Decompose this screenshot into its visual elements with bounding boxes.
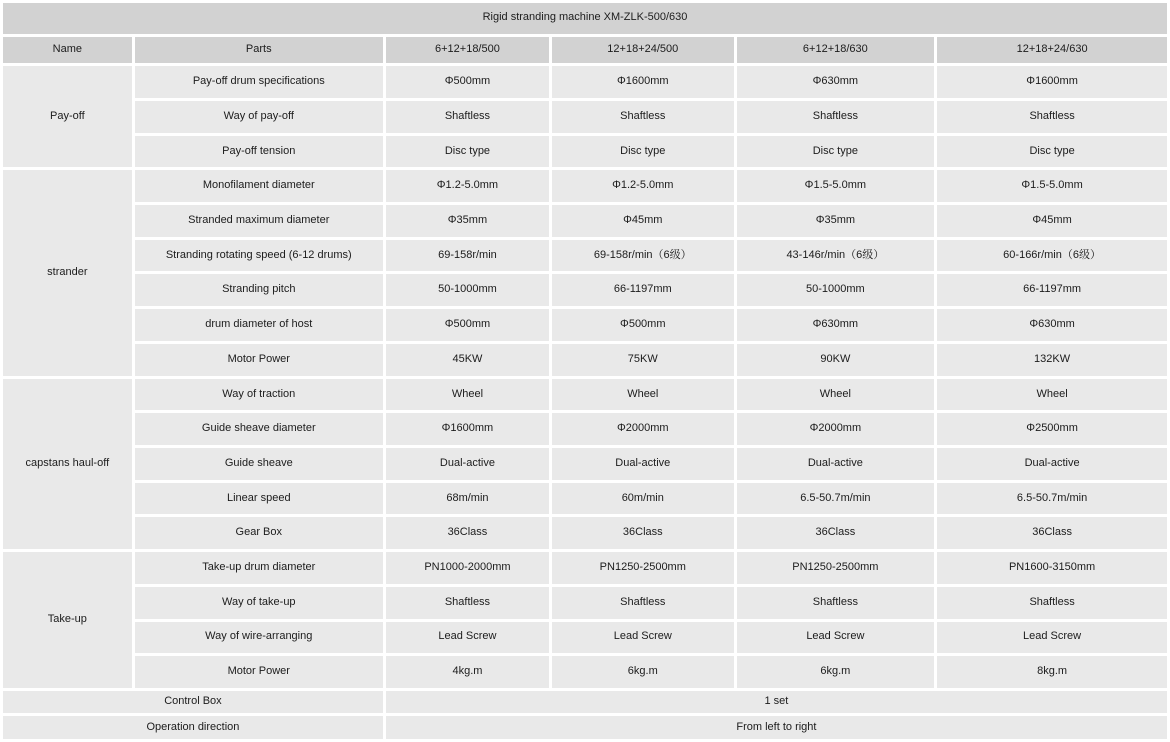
spec-value: Φ2000mm [737,413,935,445]
table-row [3,379,1167,411]
spec-value: Φ2500mm [937,413,1167,445]
part-label: Guide sheave diameter [135,413,383,445]
table-row [3,587,1167,619]
spec-value: 6kg.m [552,656,734,688]
part-label: Motor Power [135,656,383,688]
spec-value: Φ500mm [386,309,549,341]
column-header-model-3: 6+12+18/630 [737,37,935,64]
spec-value: 6.5-50.7m/min [937,483,1167,515]
table-row [3,517,1167,549]
spec-value: Shaftless [737,101,935,133]
spec-value: Φ1600mm [937,66,1167,98]
section-label-take-up: Take-up [3,552,132,688]
spec-value: Lead Screw [386,622,549,654]
part-label: Way of pay-off [135,101,383,133]
spec-value: Φ1.2-5.0mm [386,170,549,202]
spec-value: Φ35mm [737,205,935,237]
section-label-pay-off: Pay-off [3,66,132,167]
spec-value: Wheel [552,379,734,411]
part-label: Gear Box [135,517,383,549]
spec-value: Lead Screw [552,622,734,654]
part-label: Way of take-up [135,587,383,619]
spec-value: Disc type [552,136,734,168]
spec-value: Shaftless [386,101,549,133]
spec-value: Φ1.2-5.0mm [552,170,734,202]
column-header-name: Name [3,37,132,64]
spec-value: 50-1000mm [737,274,935,306]
spec-value: Disc type [386,136,549,168]
spec-value: 36Class [552,517,734,549]
spec-value: 36Class [737,517,935,549]
spec-value: PN1250-2500mm [552,552,734,584]
part-label: Guide sheave [135,448,383,480]
part-label: Take-up drum diameter [135,552,383,584]
spec-value: 50-1000mm [386,274,549,306]
table-row [3,240,1167,272]
table-row [3,656,1167,688]
spec-value: 43-146r/min（6级） [737,240,935,272]
part-label: Stranding pitch [135,274,383,306]
spec-value: Φ630mm [737,66,935,98]
table-row [3,66,1167,98]
footer-value-operation-direction: From left to right [386,716,1167,739]
spec-value: 36Class [937,517,1167,549]
spec-value: Dual-active [937,448,1167,480]
spec-value: Shaftless [552,101,734,133]
part-label: Linear speed [135,483,383,515]
spec-value: 4kg.m [386,656,549,688]
spec-value: Shaftless [937,587,1167,619]
spec-value: Φ45mm [937,205,1167,237]
spec-value: PN1000-2000mm [386,552,549,584]
part-label: drum diameter of host [135,309,383,341]
spec-value: 60-166r/min（6级） [937,240,1167,272]
spec-value: Wheel [937,379,1167,411]
spec-value: Wheel [386,379,549,411]
column-header-parts: Parts [135,37,383,64]
table-row [3,309,1167,341]
spec-value: Φ500mm [386,66,549,98]
part-label: Monofilament diameter [135,170,383,202]
part-label: Pay-off tension [135,136,383,168]
spec-value: 69-158r/min [386,240,549,272]
spec-value: Wheel [737,379,935,411]
table-row [3,37,1167,64]
spec-value: Φ1.5-5.0mm [937,170,1167,202]
spec-value: 45KW [386,344,549,376]
table-row [3,3,1167,34]
spec-value: Φ630mm [937,309,1167,341]
spec-value: Lead Screw [737,622,935,654]
spec-value: 75KW [552,344,734,376]
spec-value: Shaftless [386,587,549,619]
table-row [3,483,1167,515]
column-header-model-1: 6+12+18/500 [386,37,549,64]
spec-value: Φ1600mm [552,66,734,98]
part-label: Way of wire-arranging [135,622,383,654]
spec-value: Dual-active [737,448,935,480]
spec-value: Lead Screw [937,622,1167,654]
spec-value: 8kg.m [937,656,1167,688]
section-label-strander: strander [3,170,132,375]
spec-value: Φ1.5-5.0mm [737,170,935,202]
spec-value: 6kg.m [737,656,935,688]
spec-value: PN1600-3150mm [937,552,1167,584]
spec-value: 66-1197mm [937,274,1167,306]
spec-value: 6.5-50.7m/min [737,483,935,515]
spec-value: Dual-active [386,448,549,480]
spec-value: PN1250-2500mm [737,552,935,584]
spec-value: Disc type [737,136,935,168]
spec-value: Shaftless [937,101,1167,133]
table-row [3,344,1167,376]
spec-value: Φ500mm [552,309,734,341]
spec-value: Shaftless [552,587,734,619]
part-label: Stranding rotating speed (6-12 drums) [135,240,383,272]
table-row [3,622,1167,654]
spec-value: Φ1600mm [386,413,549,445]
column-header-model-4: 12+18+24/630 [937,37,1167,64]
table-row [3,716,1167,739]
footer-value-control-box: 1 set [386,691,1167,714]
table-row [3,136,1167,168]
table-row [3,205,1167,237]
spec-value: Φ45mm [552,205,734,237]
table-row [3,101,1167,133]
spec-value: Shaftless [737,587,935,619]
spec-value: 69-158r/min（6级） [552,240,734,272]
spec-value: Dual-active [552,448,734,480]
table-title: Rigid stranding machine XM-ZLK-500/630 [3,3,1167,34]
section-label-capstans-haul-off: capstans haul-off [3,379,132,550]
table-row [3,448,1167,480]
table-row [3,413,1167,445]
spec-value: Φ35mm [386,205,549,237]
part-label: Stranded maximum diameter [135,205,383,237]
table-row [3,274,1167,306]
spec-value: 68m/min [386,483,549,515]
spec-value: 36Class [386,517,549,549]
spec-value: 132KW [937,344,1167,376]
footer-label-operation-direction: Operation direction [3,716,383,739]
spec-value: 66-1197mm [552,274,734,306]
part-label: Way of traction [135,379,383,411]
spec-value: Φ2000mm [552,413,734,445]
part-label: Motor Power [135,344,383,376]
spec-value: 60m/min [552,483,734,515]
part-label: Pay-off drum specifications [135,66,383,98]
spec-value: 90KW [737,344,935,376]
table-row [3,691,1167,714]
column-header-model-2: 12+18+24/500 [552,37,734,64]
spec-value: Φ630mm [737,309,935,341]
footer-label-control-box: Control Box [3,691,383,714]
table-row [3,552,1167,584]
table-row [3,170,1167,202]
spec-value: Disc type [937,136,1167,168]
